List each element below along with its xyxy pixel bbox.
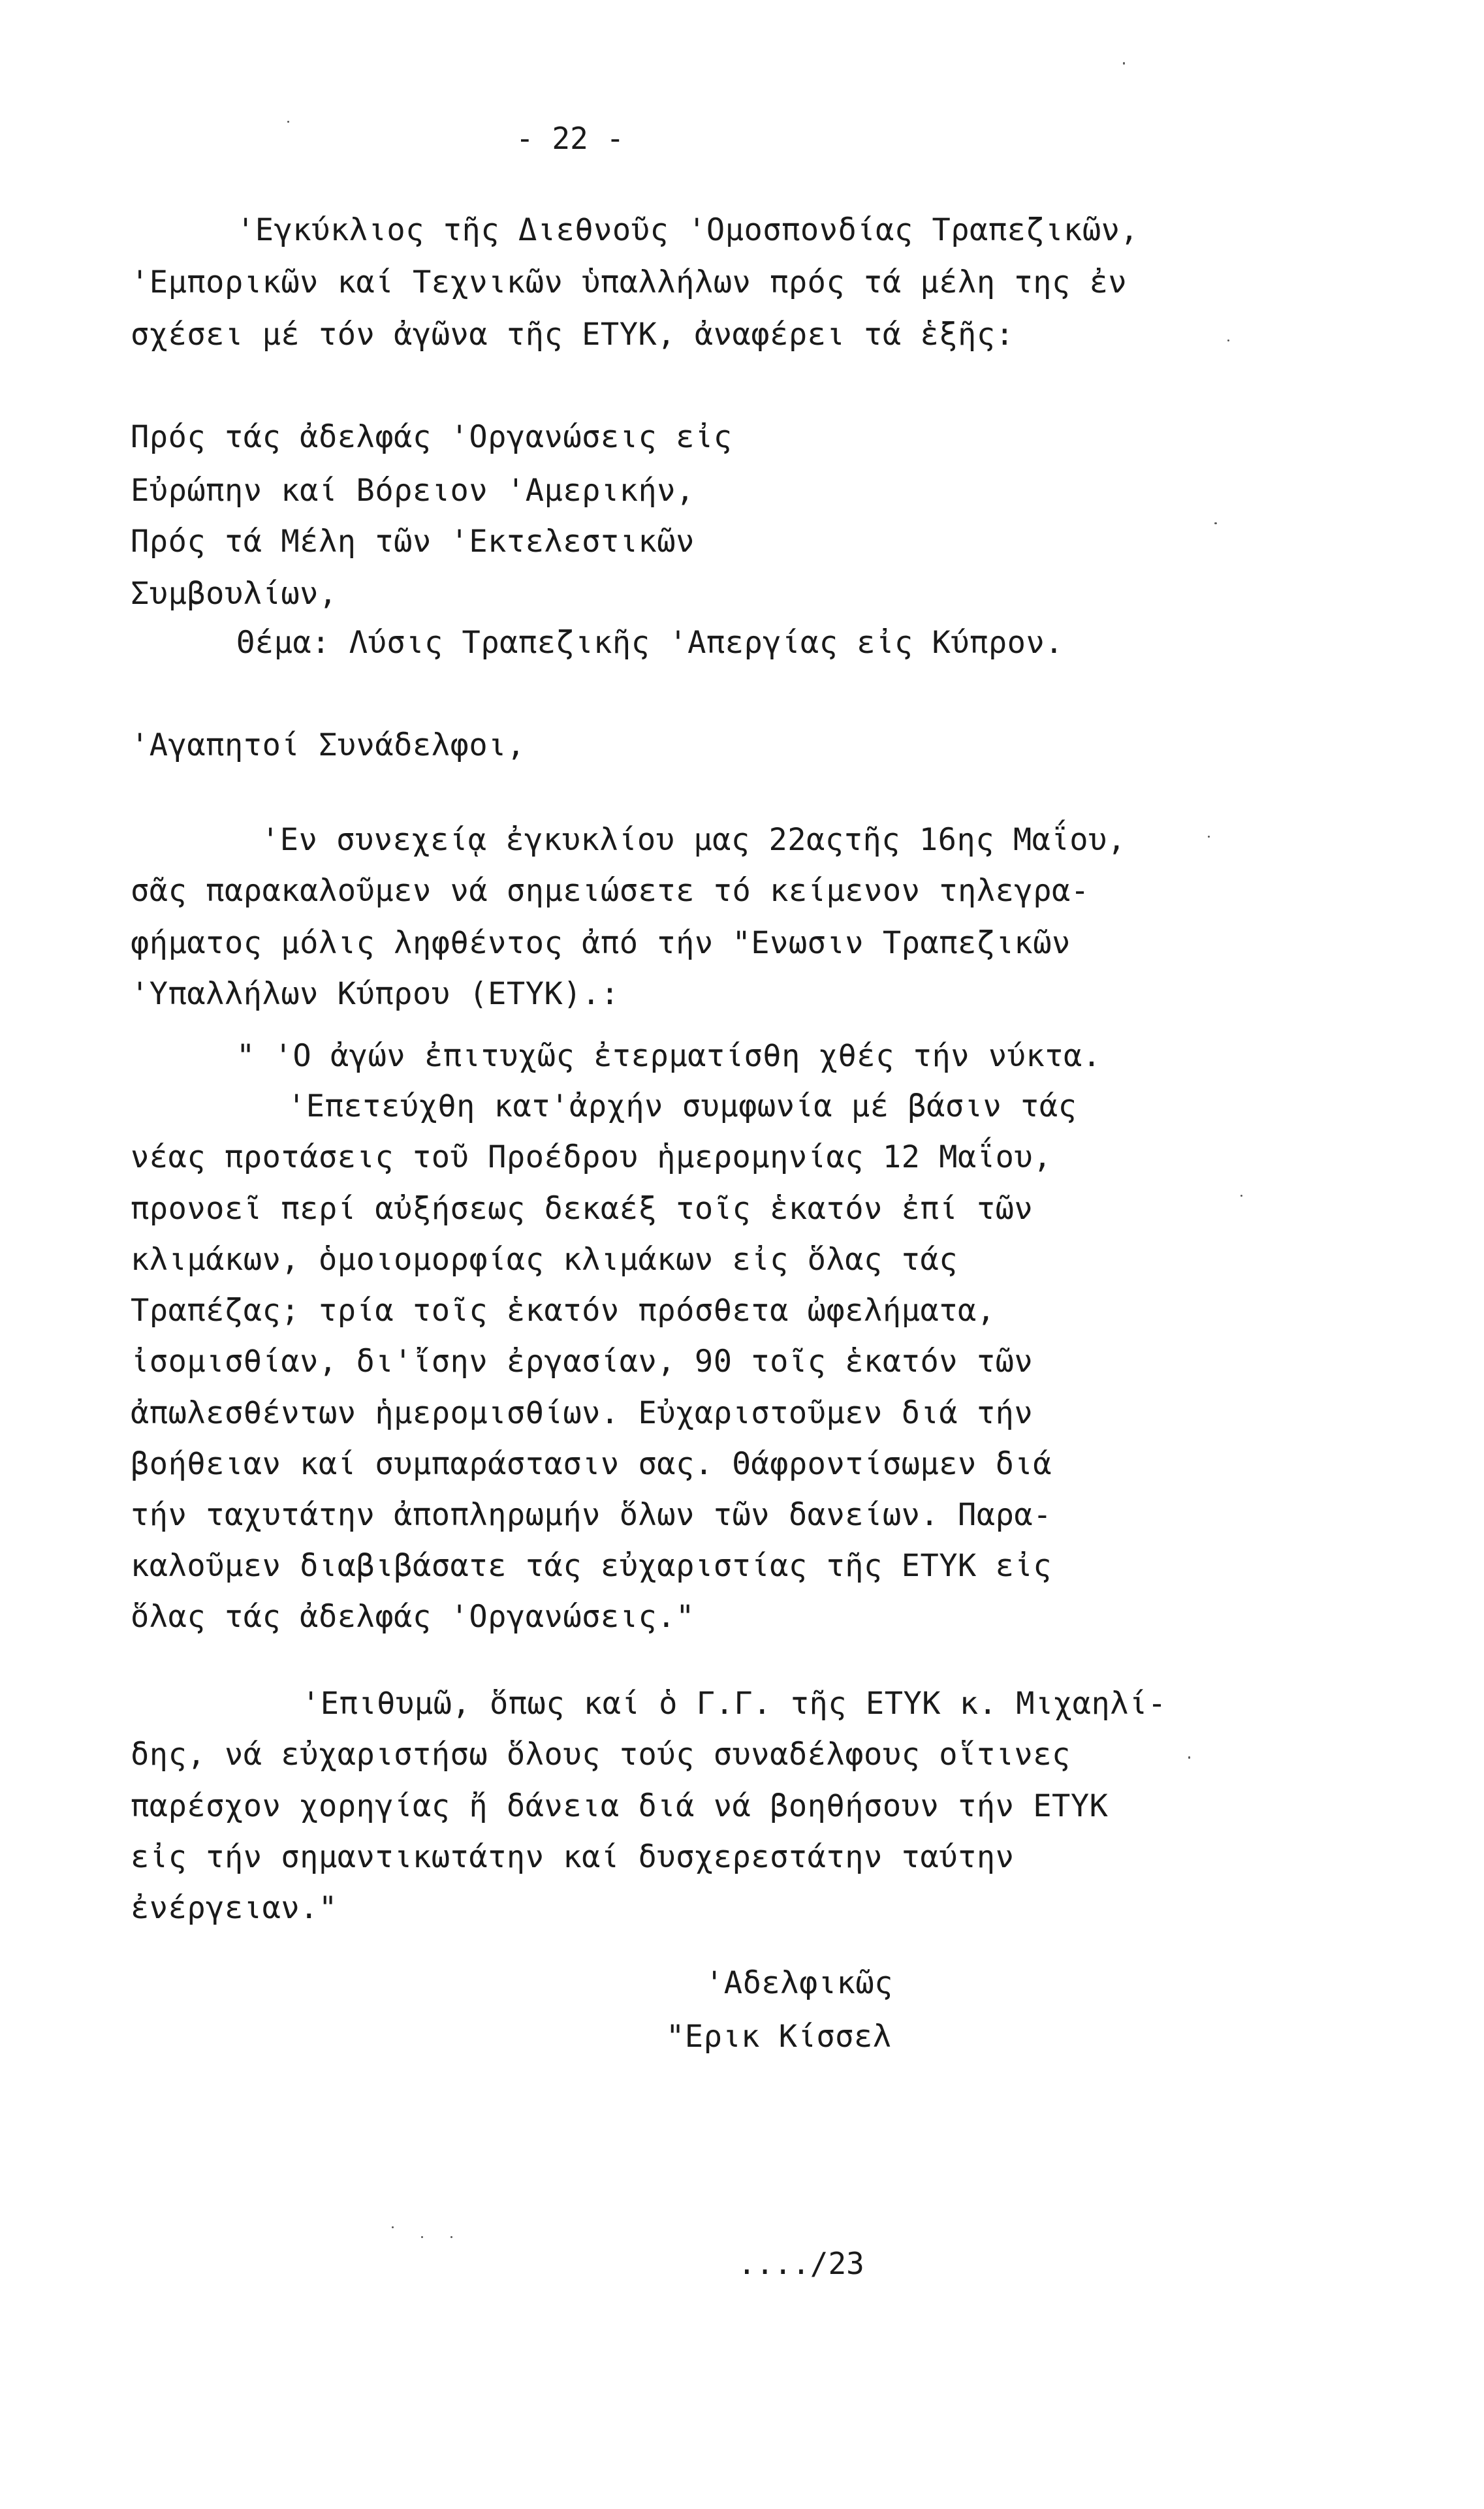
paragraph1-line-4: 'Υπαλλήλων Κύπρου (ΕΤΥΚ).:: [131, 976, 620, 1012]
telegram-line-7: ἰσομισθίαν, δι'ἴσην ἐργασίαν, 90 τοῖς ἑκατόν τῶν: [131, 1344, 1034, 1380]
scan-speck: [1240, 1195, 1242, 1197]
paragraph2-line-4: εἰς τήν σημαντικωτάτην καί δυσχερεστάτην ταύτην: [131, 1839, 1015, 1875]
salutation: 'Αγαπητοί Συνάδελφοι,: [131, 727, 526, 763]
addressee-line-1: Πρός τάς ἀδελφάς 'Οργανώσεις εἰς: [131, 419, 733, 455]
addressee-line-3: Πρός τά Μέλη τῶν 'Εκτελεστικῶν: [131, 524, 695, 560]
subject-line: Θέμα: Λύσις Τραπεζικῆς 'Απεργίας εἰς Κύπρον.: [236, 625, 1064, 661]
telegram-line-1: " 'Ο ἀγών ἐπιτυχῶς ἐτερματίσθη χθές τήν νύκτα.: [236, 1038, 1101, 1074]
telegram-line-8: ἀπωλεσθέντων ἡμερομισθίων. Εὐχαριστοῦμεν διά τήν: [131, 1395, 1034, 1431]
telegram-line-3: νέας προτάσεις τοῦ Προέδρου ἡμερομηνίας 12 Μαΐου,: [131, 1139, 1052, 1175]
scan-speck: [421, 2236, 423, 2238]
closing: 'Αδελφικῶς: [705, 1965, 893, 2001]
scan-speck: [1188, 1756, 1190, 1759]
telegram-line-11: καλοῦμεν διαβιβάσατε τάς εὐχαριστίας τῆς ΕΤΥΚ εἰς: [131, 1548, 1052, 1584]
telegram-line-2: 'Επετεύχθη κατ'ἀρχήν συμφωνία μέ βάσιν τάς: [287, 1088, 1077, 1124]
paragraph2-line-1: 'Επιθυμῶ, ὅπως καί ὁ Γ.Γ. τῆς ΕΤΥΚ κ. Μιχαηλί-: [302, 1686, 1167, 1722]
paragraph2-line-3: παρέσχον χορηγίας ἤ δάνεια διά νά βοηθήσουν τήν ΕΤΥΚ: [131, 1788, 1109, 1824]
intro-line-2: 'Εμπορικῶν καί Τεχνικῶν ὑπαλλήλων πρός τά μέλη της ἐν: [131, 264, 1128, 300]
addressee-line-2: Εὐρώπην καί Βόρειον 'Αμερικήν,: [131, 473, 695, 509]
scan-speck: [450, 2236, 452, 2238]
telegram-line-4: προνοεῖ περί αὐξήσεως δεκαέξ τοῖς ἑκατόν ἐπί τῶν: [131, 1191, 1034, 1227]
telegram-line-9: βοήθειαν καί συμπαράστασιν σας. Θάφροντίσωμεν διά: [131, 1446, 1052, 1482]
paragraph2-line-2: δης, νά εὐχαριστήσω ὅλους τούς συναδέλφους οἵτινες: [131, 1737, 1071, 1773]
continuation-reference: ..../23: [738, 2246, 864, 2281]
signature: "Ερικ Κίσσελ: [666, 2019, 892, 2055]
telegram-line-5: κλιμάκων, ὁμοιομορφίας κλιμάκων εἰς ὅλας τάς: [131, 1242, 958, 1278]
paragraph1-line-2: σᾶς παρακαλοῦμεν νά σημειώσετε τό κείμενον τηλεγρα-: [131, 873, 1090, 909]
addressee-line-4: Συμβουλίων,: [131, 576, 338, 612]
paragraph2-line-5: ἐνέργειαν.": [131, 1890, 338, 1926]
telegram-line-10: τήν ταχυτάτην ἀποπληρωμήν ὅλων τῶν δανείων. Παρα-: [131, 1497, 1052, 1533]
paragraph1-line-1: 'Εν συνεχείᾳ ἐγκυκλίου μας 22αςτῆς 16ης Μαΐου,: [261, 822, 1126, 858]
telegram-line-6: Τραπέζας; τρία τοῖς ἑκατόν πρόσθετα ὠφελήματα,: [131, 1293, 996, 1329]
scan-speck: [1123, 62, 1125, 65]
telegram-line-12: ὅλας τάς ἀδελφάς 'Οργανώσεις.": [131, 1599, 695, 1635]
paragraph1-line-3: φήματος μόλις ληφθέντος ἀπό τήν "Ενωσιν Τραπεζικῶν: [131, 925, 1071, 961]
scan-speck: [1214, 522, 1217, 524]
intro-line-1: 'Εγκύκλιος τῆς Διεθνοῦς 'Ομοσπονδίας Τραπεζικῶν,: [236, 212, 1139, 248]
page-number: - 22 -: [516, 121, 625, 156]
scan-speck: [287, 121, 289, 123]
scan-speck: [1208, 836, 1210, 838]
intro-line-3: σχέσει μέ τόν ἀγῶνα τῆς ΕΤΥΚ, ἀναφέρει τά ἑξῆς:: [131, 317, 1015, 353]
scan-speck: [392, 2226, 394, 2228]
scan-speck: [1227, 339, 1229, 341]
